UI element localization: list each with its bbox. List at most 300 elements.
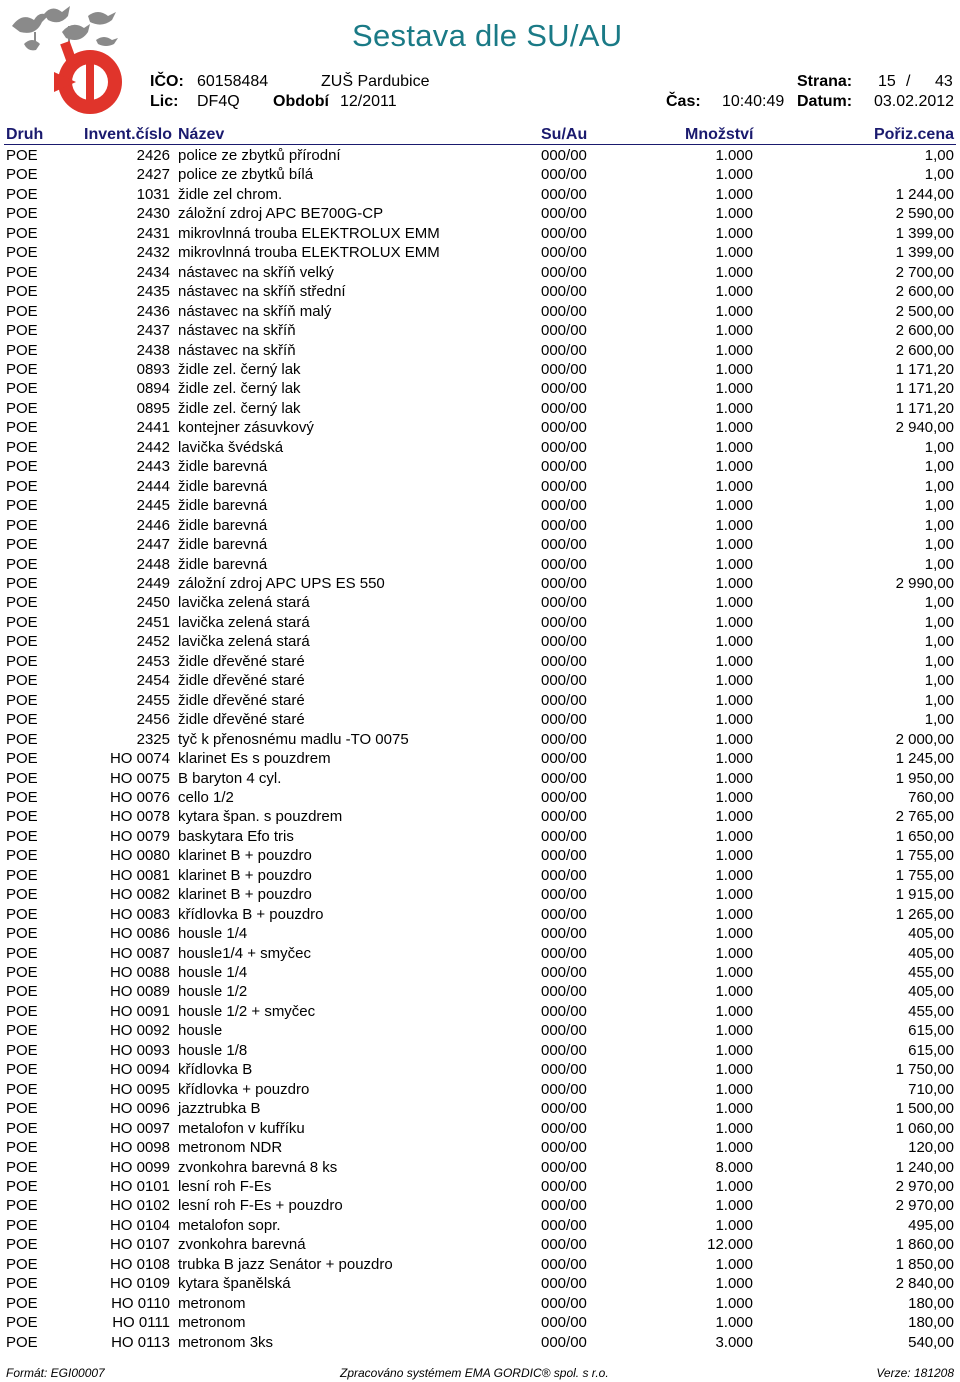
table-row — [0, 1255, 960, 1274]
cell-druh: POE — [6, 769, 38, 787]
cell-nazev: zvonkohra barevná — [178, 1236, 306, 1254]
cell-druh: POE — [6, 1100, 38, 1118]
cell-invent-cislo: HO 0093 — [109, 1041, 170, 1059]
cell-poriz-cena: 495,00 — [908, 1216, 954, 1234]
cell-mnozstvi: 1.000 — [715, 1197, 753, 1215]
cell-poriz-cena: 1 245,00 — [895, 750, 954, 768]
cell-poriz-cena: 455,00 — [908, 1002, 954, 1020]
cell-su-au: 000/00 — [541, 672, 587, 690]
cell-druh: POE — [6, 944, 38, 962]
cell-invent-cislo: 2441 — [136, 419, 170, 437]
cell-su-au: 000/00 — [541, 633, 587, 651]
cell-invent-cislo: HO 0102 — [109, 1197, 170, 1215]
cell-nazev: tyč k přenosnému madlu -TO 0075 — [178, 730, 409, 748]
cas-value: 10:40:49 — [722, 93, 785, 110]
cell-mnozstvi: 1.000 — [715, 1061, 753, 1079]
cell-poriz-cena: 1 650,00 — [895, 827, 954, 845]
cell-druh: POE — [6, 224, 38, 242]
cell-mnozstvi: 1.000 — [715, 477, 753, 495]
cell-nazev: klarinet B + pouzdro — [178, 866, 312, 884]
cell-poriz-cena: 615,00 — [908, 1041, 954, 1059]
strana-separator: / — [906, 73, 911, 90]
cell-invent-cislo: HO 0089 — [109, 983, 170, 1001]
cell-druh: POE — [6, 711, 38, 729]
cell-poriz-cena: 405,00 — [908, 925, 954, 943]
cell-mnozstvi: 8.000 — [715, 1158, 753, 1176]
cell-nazev: lavička švédská — [178, 438, 284, 456]
report-title: Sestava dle SU/AU — [352, 18, 623, 53]
strana-total: 43 — [935, 73, 953, 90]
cell-nazev: nástavec na skříň střední — [178, 283, 346, 301]
strana-label: Strana: — [797, 73, 853, 90]
table-row — [0, 302, 960, 321]
table-row — [0, 749, 960, 768]
header-rule — [4, 144, 956, 145]
cell-su-au: 000/00 — [541, 438, 587, 456]
cell-druh: POE — [6, 691, 38, 709]
cell-poriz-cena: 2 990,00 — [895, 574, 954, 592]
cell-druh: POE — [6, 516, 38, 534]
ico-value: 60158484 — [197, 73, 269, 90]
cell-poriz-cena: 1 399,00 — [895, 224, 954, 242]
table-row — [0, 827, 960, 846]
cell-mnozstvi: 1.000 — [715, 633, 753, 651]
cell-invent-cislo: HO 0109 — [109, 1275, 170, 1293]
cell-invent-cislo: 2447 — [136, 536, 170, 554]
cell-poriz-cena: 2 970,00 — [895, 1178, 954, 1196]
cell-poriz-cena: 1,00 — [924, 652, 954, 670]
cell-druh: POE — [6, 458, 38, 476]
cell-nazev: židle zel chrom. — [178, 185, 283, 203]
cell-su-au: 000/00 — [541, 477, 587, 495]
cell-su-au: 000/00 — [541, 302, 587, 320]
cell-invent-cislo: 0893 — [136, 360, 170, 378]
cell-nazev: cello 1/2 — [178, 788, 234, 806]
cell-druh: POE — [6, 185, 38, 203]
cell-mnozstvi: 1.000 — [715, 224, 753, 242]
cell-invent-cislo: HO 0094 — [109, 1061, 170, 1079]
table-row — [0, 574, 960, 593]
cell-mnozstvi: 1.000 — [715, 1022, 753, 1040]
cell-su-au: 000/00 — [541, 497, 587, 515]
table-row — [0, 282, 960, 301]
cell-mnozstvi: 1.000 — [715, 827, 753, 845]
cell-poriz-cena: 2 700,00 — [895, 263, 954, 281]
cell-invent-cislo: 2437 — [136, 322, 170, 340]
cell-druh: POE — [6, 633, 38, 651]
cell-poriz-cena: 1 265,00 — [895, 905, 954, 923]
cell-su-au: 000/00 — [541, 224, 587, 242]
cell-invent-cislo: 2432 — [136, 244, 170, 262]
cell-poriz-cena: 2 940,00 — [895, 419, 954, 437]
cell-mnozstvi: 1.000 — [715, 769, 753, 787]
cell-nazev: metalofon v kufříku — [178, 1119, 305, 1137]
cell-poriz-cena: 1 171,20 — [895, 399, 954, 417]
cell-su-au: 000/00 — [541, 1119, 587, 1137]
cell-poriz-cena: 2 765,00 — [895, 808, 954, 826]
cell-mnozstvi: 1.000 — [715, 750, 753, 768]
table-row — [0, 1138, 960, 1157]
cell-mnozstvi: 1.000 — [715, 322, 753, 340]
table-row — [0, 1158, 960, 1177]
cell-invent-cislo: 2452 — [136, 633, 170, 651]
cell-nazev: mikrovlnná trouba ELEKTROLUX EMM — [178, 224, 440, 242]
table-row — [0, 185, 960, 204]
cell-poriz-cena: 2 970,00 — [895, 1197, 954, 1215]
cell-mnozstvi: 1.000 — [715, 711, 753, 729]
cell-su-au: 000/00 — [541, 574, 587, 592]
cell-nazev: židle barevná — [178, 477, 268, 495]
cell-druh: POE — [6, 438, 38, 456]
cell-nazev: metronom 3ks — [178, 1333, 274, 1351]
cell-su-au: 000/00 — [541, 711, 587, 729]
table-row — [0, 399, 960, 418]
cell-druh: POE — [6, 983, 38, 1001]
cell-druh: POE — [6, 1080, 38, 1098]
table-row — [0, 341, 960, 360]
cell-su-au: 000/00 — [541, 827, 587, 845]
cell-poriz-cena: 405,00 — [908, 944, 954, 962]
cell-su-au: 000/00 — [541, 1158, 587, 1176]
cell-invent-cislo: 2453 — [136, 652, 170, 670]
cell-su-au: 000/00 — [541, 147, 587, 164]
cell-poriz-cena: 2 000,00 — [895, 730, 954, 748]
cell-invent-cislo: 2443 — [136, 458, 170, 476]
org-name: ZUŠ Pardubice — [321, 73, 430, 90]
cell-mnozstvi: 1.000 — [715, 1294, 753, 1312]
cell-druh: POE — [6, 244, 38, 262]
col-mnozstvi: Množství — [685, 126, 754, 143]
cell-nazev: židle barevná — [178, 536, 268, 554]
cell-druh: POE — [6, 613, 38, 631]
table-row — [0, 555, 960, 574]
table-row — [0, 1313, 960, 1332]
cell-invent-cislo: HO 0088 — [109, 964, 170, 982]
cell-invent-cislo: HO 0075 — [109, 769, 170, 787]
cell-invent-cislo: HO 0111 — [112, 1314, 170, 1332]
cell-nazev: lavička zelená stará — [178, 613, 310, 631]
cell-invent-cislo: HO 0079 — [109, 827, 170, 845]
cell-druh: POE — [6, 322, 38, 340]
cell-poriz-cena: 1,00 — [924, 555, 954, 573]
cell-druh: POE — [6, 147, 38, 164]
cell-druh: POE — [6, 497, 38, 515]
cell-nazev: klarinet B + pouzdro — [178, 886, 312, 904]
cell-invent-cislo: HO 0107 — [109, 1236, 170, 1254]
cell-nazev: klarinet B + pouzdro — [178, 847, 312, 865]
cell-nazev: housle 1/8 — [178, 1041, 248, 1059]
cell-mnozstvi: 1.000 — [715, 360, 753, 378]
cell-su-au: 000/00 — [541, 1294, 587, 1312]
table-row — [0, 866, 960, 885]
cell-druh: POE — [6, 1197, 38, 1215]
cell-invent-cislo: 0894 — [136, 380, 170, 398]
cell-su-au: 000/00 — [541, 769, 587, 787]
cell-nazev: trubka B jazz Senátor + pouzdro — [178, 1255, 393, 1273]
cell-invent-cislo: 0895 — [136, 399, 170, 417]
table-row — [0, 1196, 960, 1215]
cas-label: Čas: — [666, 93, 701, 110]
table-row — [0, 535, 960, 554]
cell-mnozstvi: 1.000 — [715, 652, 753, 670]
inventory-table — [0, 146, 960, 1352]
table-row — [0, 846, 960, 865]
cell-su-au: 000/00 — [541, 788, 587, 806]
cell-mnozstvi: 1.000 — [715, 555, 753, 573]
cell-invent-cislo: 2456 — [136, 711, 170, 729]
cell-poriz-cena: 1,00 — [924, 536, 954, 554]
cell-mnozstvi: 1.000 — [715, 1255, 753, 1273]
cell-druh: POE — [6, 419, 38, 437]
cell-invent-cislo: 2454 — [136, 672, 170, 690]
cell-mnozstvi: 1.000 — [715, 419, 753, 437]
cell-su-au: 000/00 — [541, 555, 587, 573]
cell-nazev: housle 1/2 — [178, 983, 248, 1001]
datum-label: Datum: — [797, 93, 853, 110]
cell-su-au: 000/00 — [541, 263, 587, 281]
cell-nazev: lavička zelená stará — [178, 633, 310, 651]
cell-su-au: 000/00 — [541, 866, 587, 884]
cell-invent-cislo: HO 0099 — [109, 1158, 170, 1176]
cell-druh: POE — [6, 1314, 38, 1332]
cell-mnozstvi: 1.000 — [715, 574, 753, 592]
cell-su-au: 000/00 — [541, 244, 587, 262]
cell-nazev: housle 1/2 + smyčec — [178, 1002, 316, 1020]
table-row — [0, 1333, 960, 1352]
ico-label: IČO: — [150, 73, 184, 90]
table-row — [0, 924, 960, 943]
cell-su-au: 000/00 — [541, 341, 587, 359]
cell-mnozstvi: 1.000 — [715, 1314, 753, 1332]
cell-mnozstvi: 1.000 — [715, 302, 753, 320]
cell-mnozstvi: 1.000 — [715, 983, 753, 1001]
cell-nazev: židle barevná — [178, 555, 268, 573]
cell-su-au: 000/00 — [541, 613, 587, 631]
cell-invent-cislo: HO 0076 — [109, 788, 170, 806]
cell-poriz-cena: 2 590,00 — [895, 205, 954, 223]
footer-version: Verze: 181208 — [876, 1366, 954, 1380]
table-row — [0, 1099, 960, 1118]
cell-nazev: housle — [178, 1022, 223, 1040]
cell-poriz-cena: 180,00 — [908, 1314, 954, 1332]
cell-druh: POE — [6, 1216, 38, 1234]
zus-logo — [4, 2, 144, 120]
cell-mnozstvi: 1.000 — [715, 1041, 753, 1059]
cell-druh: POE — [6, 205, 38, 223]
cell-su-au: 000/00 — [541, 1080, 587, 1098]
cell-poriz-cena: 120,00 — [908, 1139, 954, 1157]
cell-mnozstvi: 3.000 — [715, 1333, 753, 1351]
cell-su-au: 000/00 — [541, 1216, 587, 1234]
cell-mnozstvi: 1.000 — [715, 964, 753, 982]
cell-druh: POE — [6, 594, 38, 612]
cell-poriz-cena: 1 950,00 — [895, 769, 954, 787]
cell-mnozstvi: 1.000 — [715, 166, 753, 184]
cell-nazev: židle zel. černý lak — [178, 360, 301, 378]
table-row — [0, 1235, 960, 1254]
lic-label: Lic: — [150, 93, 179, 110]
table-row — [0, 613, 960, 632]
cell-poriz-cena: 455,00 — [908, 964, 954, 982]
cell-su-au: 000/00 — [541, 205, 587, 223]
table-row — [0, 1119, 960, 1138]
cell-nazev: kytara špan. s pouzdrem — [178, 808, 343, 826]
cell-nazev: metalofon sopr. — [178, 1216, 281, 1234]
cell-invent-cislo: 2448 — [136, 555, 170, 573]
cell-druh: POE — [6, 905, 38, 923]
cell-nazev: metronom NDR — [178, 1139, 283, 1157]
cell-druh: POE — [6, 750, 38, 768]
cell-su-au: 000/00 — [541, 360, 587, 378]
cell-poriz-cena: 1,00 — [924, 672, 954, 690]
table-row — [0, 360, 960, 379]
cell-poriz-cena: 1 755,00 — [895, 847, 954, 865]
cell-nazev: housle1/4 + smyčec — [178, 944, 311, 962]
cell-su-au: 000/00 — [541, 1041, 587, 1059]
cell-nazev: lavička zelená stará — [178, 594, 310, 612]
cell-mnozstvi: 1.000 — [715, 808, 753, 826]
cell-invent-cislo: 2435 — [136, 283, 170, 301]
cell-invent-cislo: HO 0097 — [109, 1119, 170, 1137]
cell-invent-cislo: HO 0082 — [109, 886, 170, 904]
cell-poriz-cena: 1 240,00 — [895, 1158, 954, 1176]
cell-poriz-cena: 2 600,00 — [895, 283, 954, 301]
cell-druh: POE — [6, 263, 38, 281]
cell-poriz-cena: 760,00 — [908, 788, 954, 806]
cell-su-au: 000/00 — [541, 886, 587, 904]
cell-invent-cislo: 2455 — [136, 691, 170, 709]
cell-mnozstvi: 1.000 — [715, 886, 753, 904]
cell-nazev: židle dřevěné staré — [178, 672, 305, 690]
cell-druh: POE — [6, 652, 38, 670]
cell-invent-cislo: 2446 — [136, 516, 170, 534]
cell-mnozstvi: 1.000 — [715, 147, 753, 164]
cell-poriz-cena: 1,00 — [924, 633, 954, 651]
cell-druh: POE — [6, 1139, 38, 1157]
cell-poriz-cena: 1,00 — [924, 147, 954, 164]
cell-nazev: klarinet Es s pouzdrem — [178, 750, 331, 768]
cell-mnozstvi: 1.000 — [715, 283, 753, 301]
cell-druh: POE — [6, 847, 38, 865]
cell-druh: POE — [6, 827, 38, 845]
col-druh: Druh — [6, 126, 44, 143]
cell-invent-cislo: HO 0080 — [109, 847, 170, 865]
cell-druh: POE — [6, 1294, 38, 1312]
table-row — [0, 885, 960, 904]
cell-druh: POE — [6, 886, 38, 904]
cell-poriz-cena: 1 171,20 — [895, 360, 954, 378]
table-row — [0, 1080, 960, 1099]
cell-invent-cislo: 2427 — [136, 166, 170, 184]
cell-su-au: 000/00 — [541, 691, 587, 709]
cell-su-au: 000/00 — [541, 1061, 587, 1079]
cell-invent-cislo: 2431 — [136, 224, 170, 242]
cell-invent-cislo: HO 0086 — [109, 925, 170, 943]
cell-mnozstvi: 12.000 — [707, 1236, 753, 1254]
cell-su-au: 000/00 — [541, 1333, 587, 1351]
cell-druh: POE — [6, 1002, 38, 1020]
table-row — [0, 379, 960, 398]
cell-invent-cislo: HO 0096 — [109, 1100, 170, 1118]
cell-invent-cislo: 2436 — [136, 302, 170, 320]
cell-invent-cislo: HO 0078 — [109, 808, 170, 826]
cell-su-au: 000/00 — [541, 594, 587, 612]
obdobi-label: Období — [273, 93, 329, 110]
cell-nazev: nástavec na skříň malý — [178, 302, 332, 320]
cell-mnozstvi: 1.000 — [715, 1178, 753, 1196]
table-row — [0, 457, 960, 476]
cell-nazev: kytara španělská — [178, 1275, 291, 1293]
cell-mnozstvi: 1.000 — [715, 866, 753, 884]
cell-mnozstvi: 1.000 — [715, 438, 753, 456]
cell-mnozstvi: 1.000 — [715, 263, 753, 281]
cell-nazev: nástavec na skříň velký — [178, 263, 334, 281]
cell-su-au: 000/00 — [541, 458, 587, 476]
cell-mnozstvi: 1.000 — [715, 1216, 753, 1234]
cell-invent-cislo: HO 0098 — [109, 1139, 170, 1157]
footer-format: Formát: EGI00007 — [6, 1366, 105, 1380]
cell-invent-cislo: 2444 — [136, 477, 170, 495]
cell-mnozstvi: 1.000 — [715, 536, 753, 554]
cell-su-au: 000/00 — [541, 1002, 587, 1020]
cell-nazev: židle barevná — [178, 458, 268, 476]
cell-poriz-cena: 1,00 — [924, 438, 954, 456]
cell-mnozstvi: 1.000 — [715, 847, 753, 865]
obdobi-value: 12/2011 — [340, 93, 397, 110]
table-row — [0, 691, 960, 710]
cell-nazev: housle 1/4 — [178, 925, 248, 943]
cell-invent-cislo: HO 0087 — [109, 944, 170, 962]
cell-poriz-cena: 1,00 — [924, 711, 954, 729]
cell-druh: POE — [6, 808, 38, 826]
cell-nazev: lesní roh F-Es + pouzdro — [178, 1197, 343, 1215]
cell-nazev: křídlovka B — [178, 1061, 253, 1079]
cell-druh: POE — [6, 1158, 38, 1176]
cell-druh: POE — [6, 1041, 38, 1059]
table-row — [0, 807, 960, 826]
cell-poriz-cena: 180,00 — [908, 1294, 954, 1312]
cell-nazev: židle dřevěné staré — [178, 652, 305, 670]
cell-su-au: 000/00 — [541, 652, 587, 670]
cell-poriz-cena: 1 171,20 — [895, 380, 954, 398]
cell-mnozstvi: 1.000 — [715, 613, 753, 631]
cell-druh: POE — [6, 380, 38, 398]
cell-nazev: B baryton 4 cyl. — [178, 769, 282, 787]
cell-invent-cislo: HO 0092 — [109, 1022, 170, 1040]
cell-druh: POE — [6, 672, 38, 690]
cell-mnozstvi: 1.000 — [715, 380, 753, 398]
cell-invent-cislo: HO 0074 — [109, 750, 170, 768]
cell-mnozstvi: 1.000 — [715, 1100, 753, 1118]
cell-su-au: 000/00 — [541, 419, 587, 437]
cell-mnozstvi: 1.000 — [715, 516, 753, 534]
cell-poriz-cena: 1,00 — [924, 166, 954, 184]
cell-invent-cislo: 2450 — [136, 594, 170, 612]
cell-su-au: 000/00 — [541, 1100, 587, 1118]
cell-nazev: židle zel. černý lak — [178, 380, 301, 398]
cell-mnozstvi: 1.000 — [715, 944, 753, 962]
cell-poriz-cena: 2 600,00 — [895, 341, 954, 359]
cell-druh: POE — [6, 730, 38, 748]
cell-poriz-cena: 1 399,00 — [895, 244, 954, 262]
cell-invent-cislo: 2426 — [136, 147, 170, 164]
cell-nazev: baskytara Efo tris — [178, 827, 294, 845]
cell-mnozstvi: 1.000 — [715, 244, 753, 262]
cell-su-au: 000/00 — [541, 1022, 587, 1040]
cell-invent-cislo: HO 0113 — [111, 1333, 170, 1351]
cell-nazev: jazztrubka B — [178, 1100, 261, 1118]
cell-su-au: 000/00 — [541, 1236, 587, 1254]
